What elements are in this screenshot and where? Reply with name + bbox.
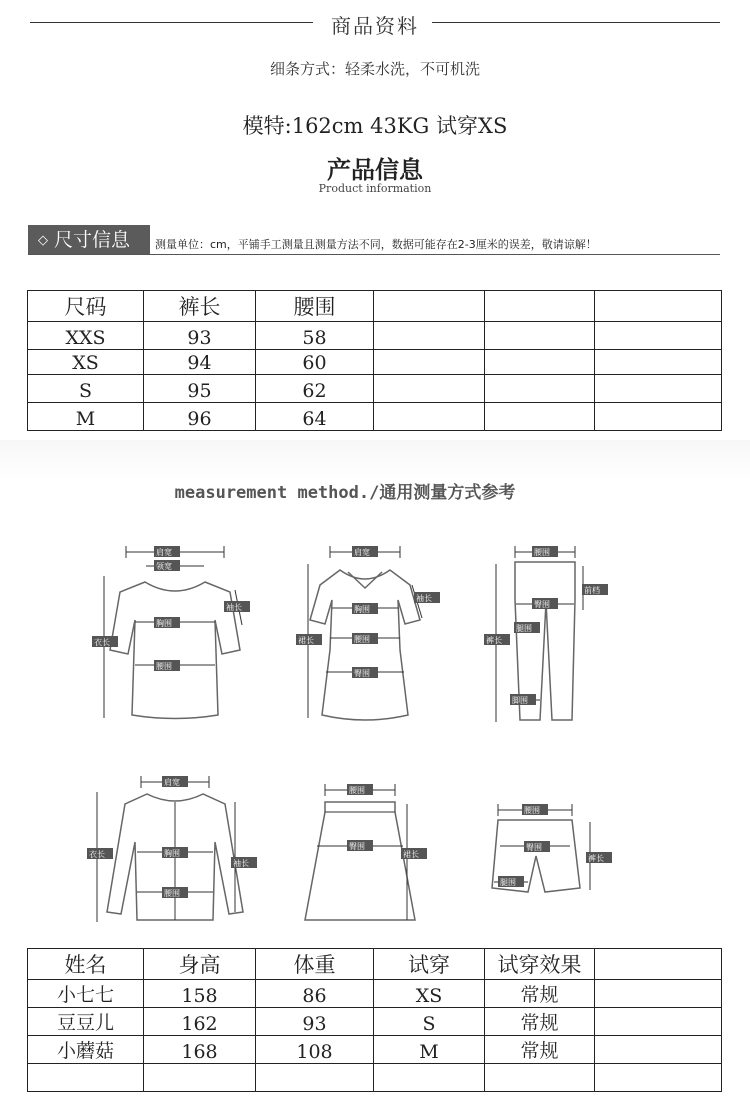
chest-label: 胸围: [156, 619, 172, 628]
size-header-cell: [595, 291, 722, 322]
size-header-cell: 裤长: [144, 291, 256, 322]
table-cell: [595, 403, 722, 431]
tryon-header-cell: 试穿效果: [485, 949, 595, 980]
table-cell: [485, 1064, 595, 1092]
trousers-diagram: [480, 540, 610, 730]
table-row: [28, 403, 722, 431]
chest-label: 胸围: [164, 849, 180, 858]
table-cell: 豆豆儿: [28, 1008, 144, 1036]
table-cell: 常规: [485, 1008, 595, 1036]
waist-label: 腰围: [349, 786, 365, 795]
collar-label: 领宽: [156, 562, 172, 571]
size-info-rule: [28, 254, 720, 255]
table-cell: [374, 403, 485, 431]
skirt-length-label: 裙长: [403, 850, 419, 859]
header-title: 商品资料: [331, 14, 419, 38]
size-info-note: 测量单位：cm，平铺手工测量且测量方法不同，数据可能存在2-3厘米的误差，敬请谅解！: [155, 238, 597, 251]
table-cell: [374, 375, 485, 403]
table-cell: 158: [144, 980, 256, 1008]
dress-diagram: [290, 540, 440, 730]
table-cell: [595, 322, 722, 350]
table-cell: XS: [28, 350, 144, 375]
tryon-header-cell: 姓名: [28, 949, 144, 980]
table-row: [28, 980, 722, 1008]
product-info-subtitle: Product information: [318, 182, 432, 195]
table-cell: [374, 350, 485, 375]
size-header-cell: 腰围: [256, 291, 374, 322]
table-cell: 93: [144, 322, 256, 350]
tryon-header-cell: 试穿: [374, 949, 485, 980]
table-cell: [595, 1064, 722, 1092]
table-row: [28, 350, 722, 375]
table-cell: [144, 1064, 256, 1092]
table-cell: M: [28, 403, 144, 431]
table-cell: 94: [144, 350, 256, 375]
table-cell: [485, 350, 595, 375]
wash-instructions: 细条方式：轻柔水洗，不可机洗: [269, 60, 480, 78]
size-table: [27, 290, 722, 431]
length-label: 衣长: [94, 638, 110, 647]
diamond-icon: ◇: [38, 233, 48, 248]
table-cell: [595, 1036, 722, 1064]
table-cell: [595, 350, 722, 375]
table-cell: 168: [144, 1036, 256, 1064]
table-cell: 58: [256, 322, 374, 350]
table-cell: 常规: [485, 980, 595, 1008]
rise-label: 前档: [584, 586, 600, 595]
table-cell: [485, 403, 595, 431]
table-cell: S: [374, 1008, 485, 1036]
table-cell: [374, 322, 485, 350]
waist-label: 腰围: [164, 889, 180, 898]
leg-length-label: 裤长: [486, 636, 502, 645]
table-cell: 常规: [485, 1036, 595, 1064]
hip-label: 臀围: [354, 669, 370, 678]
table-cell: XXS: [28, 322, 144, 350]
size-table-header-row: [28, 291, 722, 322]
table-cell: 96: [144, 403, 256, 431]
thigh-label: 腿围: [500, 878, 516, 887]
thigh-label: 腿围: [516, 624, 532, 633]
table-row: [28, 1064, 722, 1092]
table-cell: [595, 1008, 722, 1036]
waist-label: 腰围: [156, 662, 172, 671]
shoulder-label: 肩宽: [354, 548, 370, 557]
shorts-diagram: [480, 800, 615, 900]
shoulder-label: 肩宽: [164, 778, 180, 787]
waist-label: 腰围: [524, 806, 540, 815]
hem-label: 脚围: [512, 696, 528, 705]
tshirt-diagram: [90, 540, 260, 730]
model-info: 模特:162cm 43KG 试穿XS: [242, 114, 508, 138]
table-cell: [595, 980, 722, 1008]
table-cell: [374, 1064, 485, 1092]
waist-label: 腰围: [354, 635, 370, 644]
size-info-label: 尺寸信息: [54, 229, 131, 251]
sleeve-label: 袖长: [226, 603, 242, 612]
table-cell: [28, 1064, 144, 1092]
sleeve-label: 袖长: [233, 859, 249, 868]
table-cell: 108: [256, 1036, 374, 1064]
length-label: 衣长: [89, 850, 105, 859]
table-row: [28, 1036, 722, 1064]
header-line-right: [432, 22, 720, 23]
table-cell: 162: [144, 1008, 256, 1036]
tryon-table: [27, 948, 722, 1092]
table-cell: [485, 375, 595, 403]
tryon-table-header-row: [28, 949, 722, 980]
table-cell: S: [28, 375, 144, 403]
hip-label: 臀围: [534, 600, 550, 609]
sleeve-label: 袖长: [416, 594, 432, 603]
table-cell: 小蘑菇: [28, 1036, 144, 1064]
hip-label: 臀围: [349, 842, 365, 851]
shoulder-label: 肩宽: [156, 548, 172, 557]
table-cell: 95: [144, 375, 256, 403]
tryon-header-cell: 体重: [256, 949, 374, 980]
size-info-tag: [28, 225, 150, 255]
table-cell: 60: [256, 350, 374, 375]
tryon-header-cell: 身高: [144, 949, 256, 980]
chest-label: 胸围: [354, 605, 370, 614]
measurement-title: measurement method./通用测量方式参考: [174, 483, 516, 503]
table-cell: 62: [256, 375, 374, 403]
table-row: [28, 1008, 722, 1036]
table-cell: [485, 322, 595, 350]
table-cell: [256, 1064, 374, 1092]
table-cell: 93: [256, 1008, 374, 1036]
table-cell: [595, 375, 722, 403]
table-cell: M: [374, 1036, 485, 1064]
section-fade: [0, 440, 750, 480]
product-info-title: 产品信息: [327, 156, 423, 184]
shirt-diagram: [85, 772, 260, 932]
table-row: [28, 322, 722, 350]
hip-label: 臀围: [526, 843, 542, 852]
table-cell: XS: [374, 980, 485, 1008]
table-cell: 小七七: [28, 980, 144, 1008]
table-cell: 86: [256, 980, 374, 1008]
table-cell: 64: [256, 403, 374, 431]
skirt-length-label: 裙长: [298, 636, 314, 645]
size-header-cell: 尺码: [28, 291, 144, 322]
size-header-cell: [485, 291, 595, 322]
tryon-header-cell: [595, 949, 722, 980]
skirt-diagram: [295, 780, 435, 930]
size-header-cell: [374, 291, 485, 322]
table-row: [28, 375, 722, 403]
leg-length-label: 裤长: [588, 854, 604, 863]
waist-label: 腰围: [534, 548, 550, 557]
